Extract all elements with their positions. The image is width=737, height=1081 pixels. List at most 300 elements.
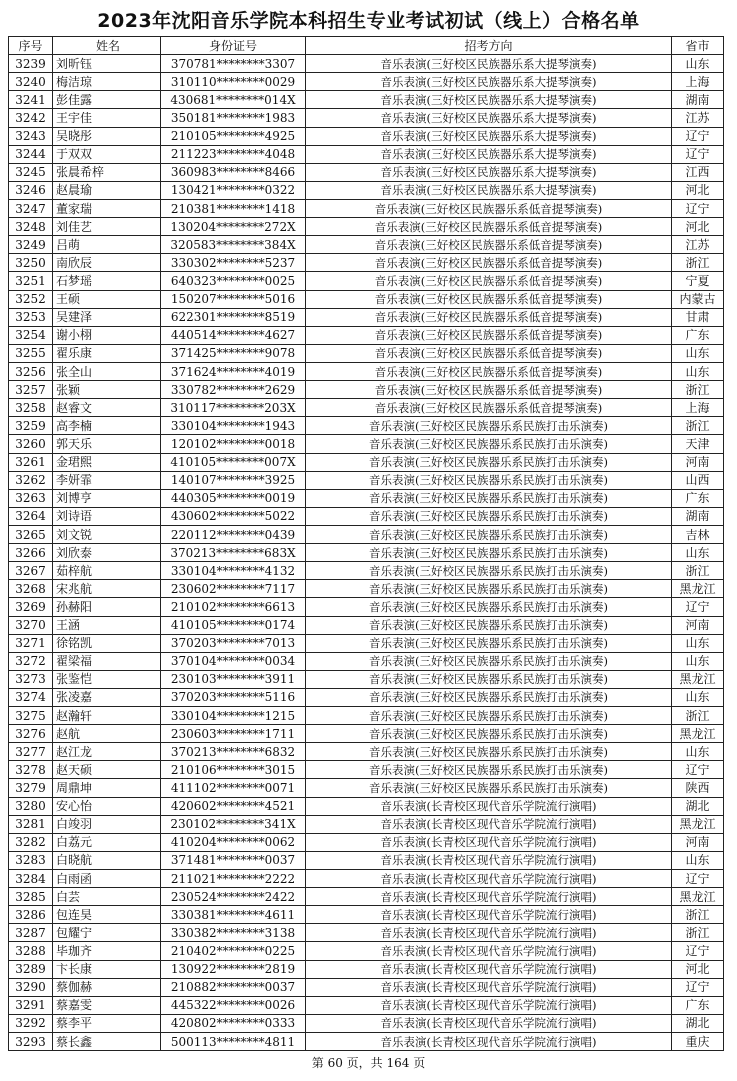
- table-row: [9, 942, 724, 960]
- cell-name: 金珺熙: [53, 453, 161, 471]
- cell-no: 3293: [9, 1033, 53, 1051]
- cell-id: 230602********7117: [161, 580, 306, 598]
- cell-province: 河南: [672, 616, 724, 634]
- cell-id: 440305********0019: [161, 489, 306, 507]
- cell-no: 3282: [9, 833, 53, 851]
- cell-id: 230524********2422: [161, 888, 306, 906]
- cell-name: 赵天硕: [53, 761, 161, 779]
- cell-no: 3250: [9, 254, 53, 272]
- cell-province: 吉林: [672, 525, 724, 543]
- table-row: [9, 634, 724, 652]
- cell-id: 210381********1418: [161, 199, 306, 217]
- cell-direction: 音乐表演(长青校区现代音乐学院流行演唱): [306, 1033, 672, 1051]
- cell-id: 370213********6832: [161, 743, 306, 761]
- cell-id: 410105********007X: [161, 453, 306, 471]
- cell-id: 360983********8466: [161, 163, 306, 181]
- table-row: [9, 544, 724, 562]
- table-row: [9, 1014, 724, 1032]
- table-row: [9, 978, 724, 996]
- table-row: [9, 815, 724, 833]
- cell-no: 3260: [9, 435, 53, 453]
- table-row: [9, 906, 724, 924]
- cell-no: 3272: [9, 652, 53, 670]
- cell-no: 3259: [9, 417, 53, 435]
- cell-direction: 音乐表演(三好校区民族器乐系低音提琴演奏): [306, 199, 672, 217]
- cell-province: 山东: [672, 652, 724, 670]
- cell-name: 赵晨瑜: [53, 181, 161, 199]
- cell-no: 3239: [9, 55, 53, 73]
- cell-name: 王宇佳: [53, 109, 161, 127]
- cell-province: 浙江: [672, 381, 724, 399]
- cell-no: 3267: [9, 562, 53, 580]
- table-row: [9, 598, 724, 616]
- cell-direction: 音乐表演(三好校区民族器乐系低音提琴演奏): [306, 236, 672, 254]
- cell-id: 140107********3925: [161, 471, 306, 489]
- cell-direction: 音乐表演(长青校区现代音乐学院流行演唱): [306, 833, 672, 851]
- cell-id: 330104********1943: [161, 417, 306, 435]
- cell-province: 江苏: [672, 236, 724, 254]
- cell-no: 3240: [9, 73, 53, 91]
- cell-direction: 音乐表演(三好校区民族器乐系低音提琴演奏): [306, 326, 672, 344]
- cell-name: 包连昊: [53, 906, 161, 924]
- cell-no: 3264: [9, 507, 53, 525]
- table-row: [9, 199, 724, 217]
- cell-name: 宋兆航: [53, 580, 161, 598]
- cell-name: 彭佳露: [53, 91, 161, 109]
- cell-province: 甘肃: [672, 308, 724, 326]
- cell-name: 刘昕钰: [53, 55, 161, 73]
- cell-id: 210102********6613: [161, 598, 306, 616]
- table-row: [9, 73, 724, 91]
- cell-direction: 音乐表演(三好校区民族器乐系大提琴演奏): [306, 91, 672, 109]
- cell-id: 420802********0333: [161, 1014, 306, 1032]
- header-no: 序号: [9, 37, 53, 55]
- cell-direction: 音乐表演(三好校区民族器乐系民族打击乐演奏): [306, 743, 672, 761]
- cell-direction: 音乐表演(三好校区民族器乐系大提琴演奏): [306, 73, 672, 91]
- cell-id: 371425********9078: [161, 344, 306, 362]
- table-row: [9, 163, 724, 181]
- cell-name: 张凌嘉: [53, 688, 161, 706]
- table-row: [9, 707, 724, 725]
- cell-province: 江西: [672, 163, 724, 181]
- cell-name: 李妍霏: [53, 471, 161, 489]
- cell-no: 3292: [9, 1014, 53, 1032]
- cell-province: 宁夏: [672, 272, 724, 290]
- cell-direction: 音乐表演(三好校区民族器乐系民族打击乐演奏): [306, 725, 672, 743]
- cell-province: 黑龙江: [672, 888, 724, 906]
- cell-direction: 音乐表演(三好校区民族器乐系民族打击乐演奏): [306, 525, 672, 543]
- table-row: [9, 562, 724, 580]
- cell-direction: 音乐表演(三好校区民族器乐系大提琴演奏): [306, 109, 672, 127]
- cell-no: 3284: [9, 870, 53, 888]
- cell-province: 浙江: [672, 417, 724, 435]
- cell-direction: 音乐表演(三好校区民族器乐系民族打击乐演奏): [306, 471, 672, 489]
- cell-direction: 音乐表演(长青校区现代音乐学院流行演唱): [306, 996, 672, 1014]
- cell-no: 3242: [9, 109, 53, 127]
- cell-id: 420602********4521: [161, 797, 306, 815]
- table-row: [9, 471, 724, 489]
- admission-roster-table: [8, 36, 724, 1051]
- cell-no: 3247: [9, 199, 53, 217]
- cell-no: 3270: [9, 616, 53, 634]
- cell-name: 张鉴恺: [53, 670, 161, 688]
- cell-name: 刘博亨: [53, 489, 161, 507]
- cell-province: 辽宁: [672, 199, 724, 217]
- cell-id: 130421********0322: [161, 181, 306, 199]
- cell-no: 3258: [9, 399, 53, 417]
- table-row: [9, 344, 724, 362]
- cell-name: 徐铭凯: [53, 634, 161, 652]
- cell-id: 211223********4048: [161, 145, 306, 163]
- cell-name: 蔡长鑫: [53, 1033, 161, 1051]
- table-row: [9, 652, 724, 670]
- cell-no: 3251: [9, 272, 53, 290]
- cell-province: 浙江: [672, 254, 724, 272]
- table-row: [9, 725, 724, 743]
- cell-id: 430681********014X: [161, 91, 306, 109]
- cell-name: 王涵: [53, 616, 161, 634]
- cell-name: 白竣羽: [53, 815, 161, 833]
- cell-name: 白雨函: [53, 870, 161, 888]
- cell-id: 210105********4925: [161, 127, 306, 145]
- cell-province: 辽宁: [672, 598, 724, 616]
- cell-province: 黑龙江: [672, 670, 724, 688]
- cell-id: 370203********5116: [161, 688, 306, 706]
- cell-id: 370203********7013: [161, 634, 306, 652]
- cell-no: 3243: [9, 127, 53, 145]
- table-row: [9, 362, 724, 380]
- cell-province: 辽宁: [672, 761, 724, 779]
- cell-name: 翟乐康: [53, 344, 161, 362]
- cell-name: 刘文锐: [53, 525, 161, 543]
- cell-id: 410204********0062: [161, 833, 306, 851]
- table-row: [9, 888, 724, 906]
- cell-name: 蔡嘉雯: [53, 996, 161, 1014]
- cell-id: 410105********0174: [161, 616, 306, 634]
- cell-id: 330382********3138: [161, 924, 306, 942]
- cell-id: 430602********5022: [161, 507, 306, 525]
- cell-no: 3266: [9, 544, 53, 562]
- cell-id: 500113********4811: [161, 1033, 306, 1051]
- cell-no: 3263: [9, 489, 53, 507]
- cell-province: 山东: [672, 851, 724, 869]
- cell-name: 翟梁福: [53, 652, 161, 670]
- cell-province: 辽宁: [672, 145, 724, 163]
- cell-direction: 音乐表演(三好校区民族器乐系民族打击乐演奏): [306, 580, 672, 598]
- page-footer: 第 60 页，共 164 页: [311, 1056, 426, 1070]
- cell-province: 黑龙江: [672, 815, 724, 833]
- cell-province: 辽宁: [672, 942, 724, 960]
- cell-province: 山东: [672, 344, 724, 362]
- table-row: [9, 272, 724, 290]
- cell-no: 3289: [9, 960, 53, 978]
- cell-direction: 音乐表演(三好校区民族器乐系民族打击乐演奏): [306, 562, 672, 580]
- cell-province: 浙江: [672, 707, 724, 725]
- header-row: [9, 37, 724, 55]
- cell-province: 山西: [672, 471, 724, 489]
- table-row: [9, 688, 724, 706]
- cell-no: 3278: [9, 761, 53, 779]
- page-title: 2023年沈阳音乐学院本科招生专业考试初试（线上）合格名单: [97, 10, 640, 32]
- cell-province: 山东: [672, 362, 724, 380]
- cell-province: 浙江: [672, 562, 724, 580]
- cell-id: 220112********0439: [161, 525, 306, 543]
- table-row: [9, 779, 724, 797]
- cell-name: 包耀宁: [53, 924, 161, 942]
- table-row: [9, 870, 724, 888]
- cell-province: 河北: [672, 218, 724, 236]
- header-id: 身份证号: [161, 37, 306, 55]
- table-row: [9, 489, 724, 507]
- cell-no: 3280: [9, 797, 53, 815]
- cell-no: 3279: [9, 779, 53, 797]
- cell-no: 3291: [9, 996, 53, 1014]
- cell-id: 440514********4627: [161, 326, 306, 344]
- cell-no: 3268: [9, 580, 53, 598]
- cell-name: 孙赫阳: [53, 598, 161, 616]
- cell-direction: 音乐表演(长青校区现代音乐学院流行演唱): [306, 960, 672, 978]
- cell-direction: 音乐表演(三好校区民族器乐系大提琴演奏): [306, 181, 672, 199]
- cell-id: 120102********0018: [161, 435, 306, 453]
- cell-name: 谢小栩: [53, 326, 161, 344]
- cell-direction: 音乐表演(长青校区现代音乐学院流行演唱): [306, 924, 672, 942]
- cell-direction: 音乐表演(三好校区民族器乐系民族打击乐演奏): [306, 761, 672, 779]
- cell-no: 3256: [9, 362, 53, 380]
- table-row: [9, 326, 724, 344]
- cell-direction: 音乐表演(三好校区民族器乐系大提琴演奏): [306, 55, 672, 73]
- cell-direction: 音乐表演(三好校区民族器乐系民族打击乐演奏): [306, 435, 672, 453]
- cell-province: 山东: [672, 743, 724, 761]
- cell-name: 董家瑞: [53, 199, 161, 217]
- header-name: 姓名: [53, 37, 161, 55]
- cell-province: 河北: [672, 960, 724, 978]
- cell-name: 周鼎坤: [53, 779, 161, 797]
- table-row: [9, 507, 724, 525]
- cell-name: 梅洁琼: [53, 73, 161, 91]
- cell-name: 高李楠: [53, 417, 161, 435]
- cell-no: 3248: [9, 218, 53, 236]
- cell-name: 吕萌: [53, 236, 161, 254]
- table-row: [9, 145, 724, 163]
- cell-name: 蔡伽赫: [53, 978, 161, 996]
- cell-name: 白晓航: [53, 851, 161, 869]
- cell-id: 320583********384X: [161, 236, 306, 254]
- table-row: [9, 308, 724, 326]
- cell-name: 安心怡: [53, 797, 161, 815]
- cell-name: 蔡李平: [53, 1014, 161, 1032]
- cell-province: 山东: [672, 544, 724, 562]
- cell-direction: 音乐表演(三好校区民族器乐系民族打击乐演奏): [306, 453, 672, 471]
- table-row: [9, 960, 724, 978]
- cell-province: 湖南: [672, 91, 724, 109]
- cell-no: 3287: [9, 924, 53, 942]
- cell-direction: 音乐表演(长青校区现代音乐学院流行演唱): [306, 942, 672, 960]
- cell-province: 上海: [672, 399, 724, 417]
- header-province: 省市: [672, 37, 724, 55]
- cell-province: 广东: [672, 326, 724, 344]
- table-row: [9, 417, 724, 435]
- cell-no: 3244: [9, 145, 53, 163]
- cell-direction: 音乐表演(三好校区民族器乐系低音提琴演奏): [306, 290, 672, 308]
- cell-name: 张晨希梓: [53, 163, 161, 181]
- cell-direction: 音乐表演(三好校区民族器乐系民族打击乐演奏): [306, 598, 672, 616]
- cell-id: 310117********203X: [161, 399, 306, 417]
- cell-province: 黑龙江: [672, 580, 724, 598]
- cell-id: 210106********3015: [161, 761, 306, 779]
- cell-direction: 音乐表演(三好校区民族器乐系低音提琴演奏): [306, 272, 672, 290]
- cell-id: 130204********272X: [161, 218, 306, 236]
- table-row: [9, 797, 724, 815]
- cell-direction: 音乐表演(长青校区现代音乐学院流行演唱): [306, 1014, 672, 1032]
- cell-province: 陕西: [672, 779, 724, 797]
- cell-province: 山东: [672, 55, 724, 73]
- cell-no: 3246: [9, 181, 53, 199]
- cell-no: 3265: [9, 525, 53, 543]
- cell-direction: 音乐表演(三好校区民族器乐系民族打击乐演奏): [306, 489, 672, 507]
- cell-province: 湖北: [672, 1014, 724, 1032]
- cell-direction: 音乐表演(三好校区民族器乐系大提琴演奏): [306, 163, 672, 181]
- cell-direction: 音乐表演(三好校区民族器乐系民族打击乐演奏): [306, 652, 672, 670]
- cell-id: 230603********1711: [161, 725, 306, 743]
- cell-no: 3253: [9, 308, 53, 326]
- table-row: [9, 453, 724, 471]
- cell-province: 河南: [672, 833, 724, 851]
- cell-direction: 音乐表演(长青校区现代音乐学院流行演唱): [306, 888, 672, 906]
- cell-direction: 音乐表演(三好校区民族器乐系低音提琴演奏): [306, 362, 672, 380]
- cell-no: 3249: [9, 236, 53, 254]
- cell-direction: 音乐表演(三好校区民族器乐系低音提琴演奏): [306, 344, 672, 362]
- cell-id: 330104********1215: [161, 707, 306, 725]
- cell-name: 赵航: [53, 725, 161, 743]
- cell-name: 王硕: [53, 290, 161, 308]
- cell-province: 河南: [672, 453, 724, 471]
- table-body: [9, 55, 724, 1051]
- cell-id: 445322********0026: [161, 996, 306, 1014]
- cell-name: 刘欣泰: [53, 544, 161, 562]
- cell-no: 3274: [9, 688, 53, 706]
- table-row: [9, 670, 724, 688]
- cell-no: 3275: [9, 707, 53, 725]
- cell-name: 赵江龙: [53, 743, 161, 761]
- cell-no: 3281: [9, 815, 53, 833]
- cell-id: 350181********1983: [161, 109, 306, 127]
- cell-name: 张颖: [53, 381, 161, 399]
- table-row: [9, 381, 724, 399]
- cell-id: 210882********0037: [161, 978, 306, 996]
- cell-province: 广东: [672, 489, 724, 507]
- cell-no: 3286: [9, 906, 53, 924]
- table-row: [9, 435, 724, 453]
- cell-no: 3269: [9, 598, 53, 616]
- table-row: [9, 91, 724, 109]
- table-row: [9, 236, 724, 254]
- table-row: [9, 55, 724, 73]
- table-row: [9, 109, 724, 127]
- cell-direction: 音乐表演(长青校区现代音乐学院流行演唱): [306, 797, 672, 815]
- table-row: [9, 616, 724, 634]
- cell-no: 3257: [9, 381, 53, 399]
- cell-name: 刘诗语: [53, 507, 161, 525]
- cell-direction: 音乐表演(三好校区民族器乐系低音提琴演奏): [306, 308, 672, 326]
- cell-province: 河北: [672, 181, 724, 199]
- cell-id: 640323********0025: [161, 272, 306, 290]
- cell-direction: 音乐表演(三好校区民族器乐系民族打击乐演奏): [306, 616, 672, 634]
- cell-name: 吴晓彤: [53, 127, 161, 145]
- cell-id: 230102********341X: [161, 815, 306, 833]
- cell-id: 210402********0225: [161, 942, 306, 960]
- cell-province: 浙江: [672, 924, 724, 942]
- cell-name: 白芸: [53, 888, 161, 906]
- cell-id: 130922********2819: [161, 960, 306, 978]
- table-row: [9, 924, 724, 942]
- table-row: [9, 399, 724, 417]
- cell-no: 3261: [9, 453, 53, 471]
- cell-id: 370104********0034: [161, 652, 306, 670]
- cell-province: 广东: [672, 996, 724, 1014]
- cell-direction: 音乐表演(长青校区现代音乐学院流行演唱): [306, 851, 672, 869]
- cell-name: 张全山: [53, 362, 161, 380]
- cell-id: 411102********0071: [161, 779, 306, 797]
- cell-direction: 音乐表演(三好校区民族器乐系民族打击乐演奏): [306, 634, 672, 652]
- cell-direction: 音乐表演(三好校区民族器乐系民族打击乐演奏): [306, 507, 672, 525]
- cell-province: 湖南: [672, 507, 724, 525]
- cell-name: 刘佳艺: [53, 218, 161, 236]
- cell-no: 3271: [9, 634, 53, 652]
- cell-no: 3252: [9, 290, 53, 308]
- cell-name: 南欣辰: [53, 254, 161, 272]
- cell-name: 郭天乐: [53, 435, 161, 453]
- table-row: [9, 1033, 724, 1051]
- cell-province: 山东: [672, 688, 724, 706]
- cell-no: 3290: [9, 978, 53, 996]
- table-row: [9, 254, 724, 272]
- cell-id: 330302********5237: [161, 254, 306, 272]
- cell-direction: 音乐表演(三好校区民族器乐系民族打击乐演奏): [306, 670, 672, 688]
- cell-no: 3285: [9, 888, 53, 906]
- cell-province: 湖北: [672, 797, 724, 815]
- cell-id: 211021********2222: [161, 870, 306, 888]
- cell-no: 3262: [9, 471, 53, 489]
- table-row: [9, 761, 724, 779]
- cell-direction: 音乐表演(三好校区民族器乐系低音提琴演奏): [306, 218, 672, 236]
- cell-direction: 音乐表演(长青校区现代音乐学院流行演唱): [306, 978, 672, 996]
- cell-province: 辽宁: [672, 870, 724, 888]
- cell-province: 上海: [672, 73, 724, 91]
- table-row: [9, 851, 724, 869]
- cell-no: 3283: [9, 851, 53, 869]
- cell-id: 330104********4132: [161, 562, 306, 580]
- cell-id: 330782********2629: [161, 381, 306, 399]
- cell-direction: 音乐表演(三好校区民族器乐系大提琴演奏): [306, 127, 672, 145]
- cell-direction: 音乐表演(长青校区现代音乐学院流行演唱): [306, 906, 672, 924]
- cell-direction: 音乐表演(三好校区民族器乐系民族打击乐演奏): [306, 707, 672, 725]
- cell-no: 3277: [9, 743, 53, 761]
- cell-no: 3276: [9, 725, 53, 743]
- cell-no: 3245: [9, 163, 53, 181]
- table-row: [9, 833, 724, 851]
- cell-id: 622301********8519: [161, 308, 306, 326]
- cell-province: 天津: [672, 435, 724, 453]
- cell-direction: 音乐表演(三好校区民族器乐系低音提琴演奏): [306, 254, 672, 272]
- cell-name: 毕珈齐: [53, 942, 161, 960]
- cell-no: 3273: [9, 670, 53, 688]
- table-row: [9, 996, 724, 1014]
- cell-province: 黑龙江: [672, 725, 724, 743]
- cell-id: 150207********5016: [161, 290, 306, 308]
- cell-province: 浙江: [672, 906, 724, 924]
- table-row: [9, 181, 724, 199]
- cell-direction: 音乐表演(三好校区民族器乐系低音提琴演奏): [306, 399, 672, 417]
